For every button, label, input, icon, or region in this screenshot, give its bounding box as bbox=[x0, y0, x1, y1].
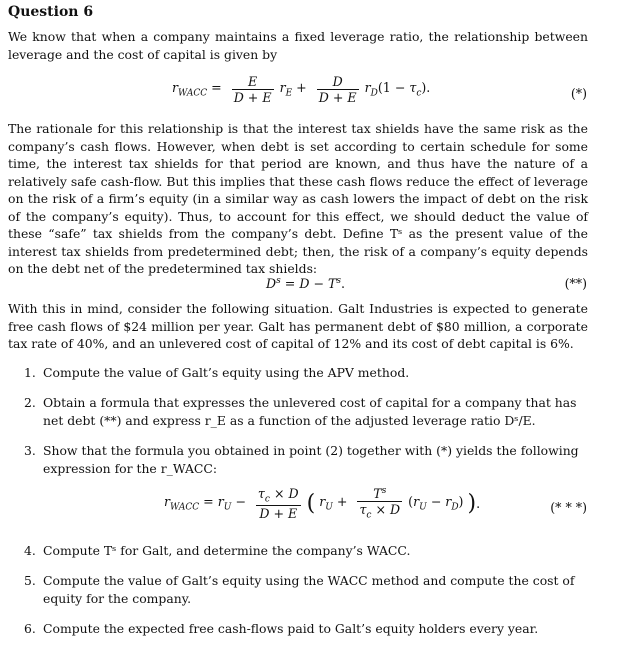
equation-tag-3: (* * *) bbox=[550, 500, 587, 515]
rationale-paragraph: The rationale for this relationship is that the interest tax shields have the same risk as the company’s cash flows. However, when debt is set according to certain schedule for some time, the interest tax shields for that period are known, and thus have the nature of a relatively safe cash-flow. But this implies that these cash flows reduce the effect of leverage on the risk of a firm’s equity (in a similar way as cash lowers the impact of debt on the risk of the company’s equity). Thus, to account for this effect, we should deduct the value of these “safe” tax shields from the company’s debt. Define Tˢ as the present value of the interest tax shields from predetermined debt; then, the risk of a company’s equity depends on the debt net of the predetermined tax shields: bbox=[8, 121, 588, 276]
equation-tag-1: (*) bbox=[570, 86, 587, 101]
situation-paragraph: With this in mind, consider the following situation. Galt Industries is expected to generate free cash flows of $24 million per year. Galt has permanent debt of $80 million, a corporate tax rate of 40%, and an unlevered cost of capital of 12% and its cost of debt capital is 6%. bbox=[8, 301, 588, 351]
question-title: Question 6 bbox=[8, 4, 94, 20]
equation-wacc-net-debt: $r_{WACC} = r_U$ − $\frac{\tau_c \times D}{D + E}$ ( $r_U$ + $\frac{T^s}{\tau_c \times D}$ $(r_U - r_D)$ ). (* * *) bbox=[164, 486, 587, 521]
equation-net-debt: $D^s = D - T^s$. (**) bbox=[266, 276, 587, 292]
equation-wacc: $r_{WACC}$ = $\frac{E}{D + E}$ $r_E$ + $\frac{D}{D + E}$ $r_D(1 - \tau_c)$. (*) bbox=[172, 74, 587, 105]
intro-paragraph: We know that when a company maintains a fixed leverage ratio, the relationship between leverage and the cost of capital is given by bbox=[8, 29, 588, 62]
equation-tag-2: (**) bbox=[564, 276, 587, 291]
question-page: Question 6 We know that when a company maintains a fixed leverage ratio, the relationship between leverage and the cost of capital is given by $r_{WACC}$ = $\frac{E}{D + E}$ $r_E$ + $\frac{D}{D + E}$ $r_D(1 - \tau_c)$. (*) The rationale for this relationship is that the interest tax shields have the same risk as the company’s cash flows. However, when debt is set according to certain schedule for some time, the interest tax shields for that period are known, and thus have the nature of a relatively safe cash-flow. But this implies that these cash flows reduce the effect of leverage on the risk of a firm’s equity (in a similar way as cash lowers the impact of debt on the risk of the company’s equity). Thus, to account for this effect, we should deduct the value of these “safe” tax shields from the company’s debt. Define Tˢ as the present value of the interest tax shields from predetermined debt; then, the risk of a company’s equity depends on the debt net of the predetermined tax shields: $D^s = D - T^s$. (**) With this in mind, consider the following situation. Galt Industries is expected to generate free cash flows of $24 million per year. Galt has permanent debt of $80 million, a corporate tax rate of 40%, and an unlevered cost of capital of 12% and its cost of debt capital is 6%. 1. Compute the value of Galt’s equity using the APV method. 2. Obtain a formula that expresses the unlevered cost of capital for a company that has net debt (**) and express r_E as a function of the adjusted leverage ratio Dˢ/E. 3. Show that the formula you obtained in point (2) together with (*) yields the following expression for the r_WACC: $r_{WACC} = r_U$ − $\frac{\tau_c \times D}{D + E}$ ( $r_U$ + $\frac{T^s}{\tau_c \times D}$ $(r_U - r_D)$ ). (* * *) 4. Compute Tˢ for Galt, and determine the company’s WACC. 5. Compute the value of Galt’s equity using the WACC method and compute the cost of equity for the company. 6. Compute the expected free cash-flows paid to Galt’s equity holders every year. bbox=[0, 0, 633, 646]
